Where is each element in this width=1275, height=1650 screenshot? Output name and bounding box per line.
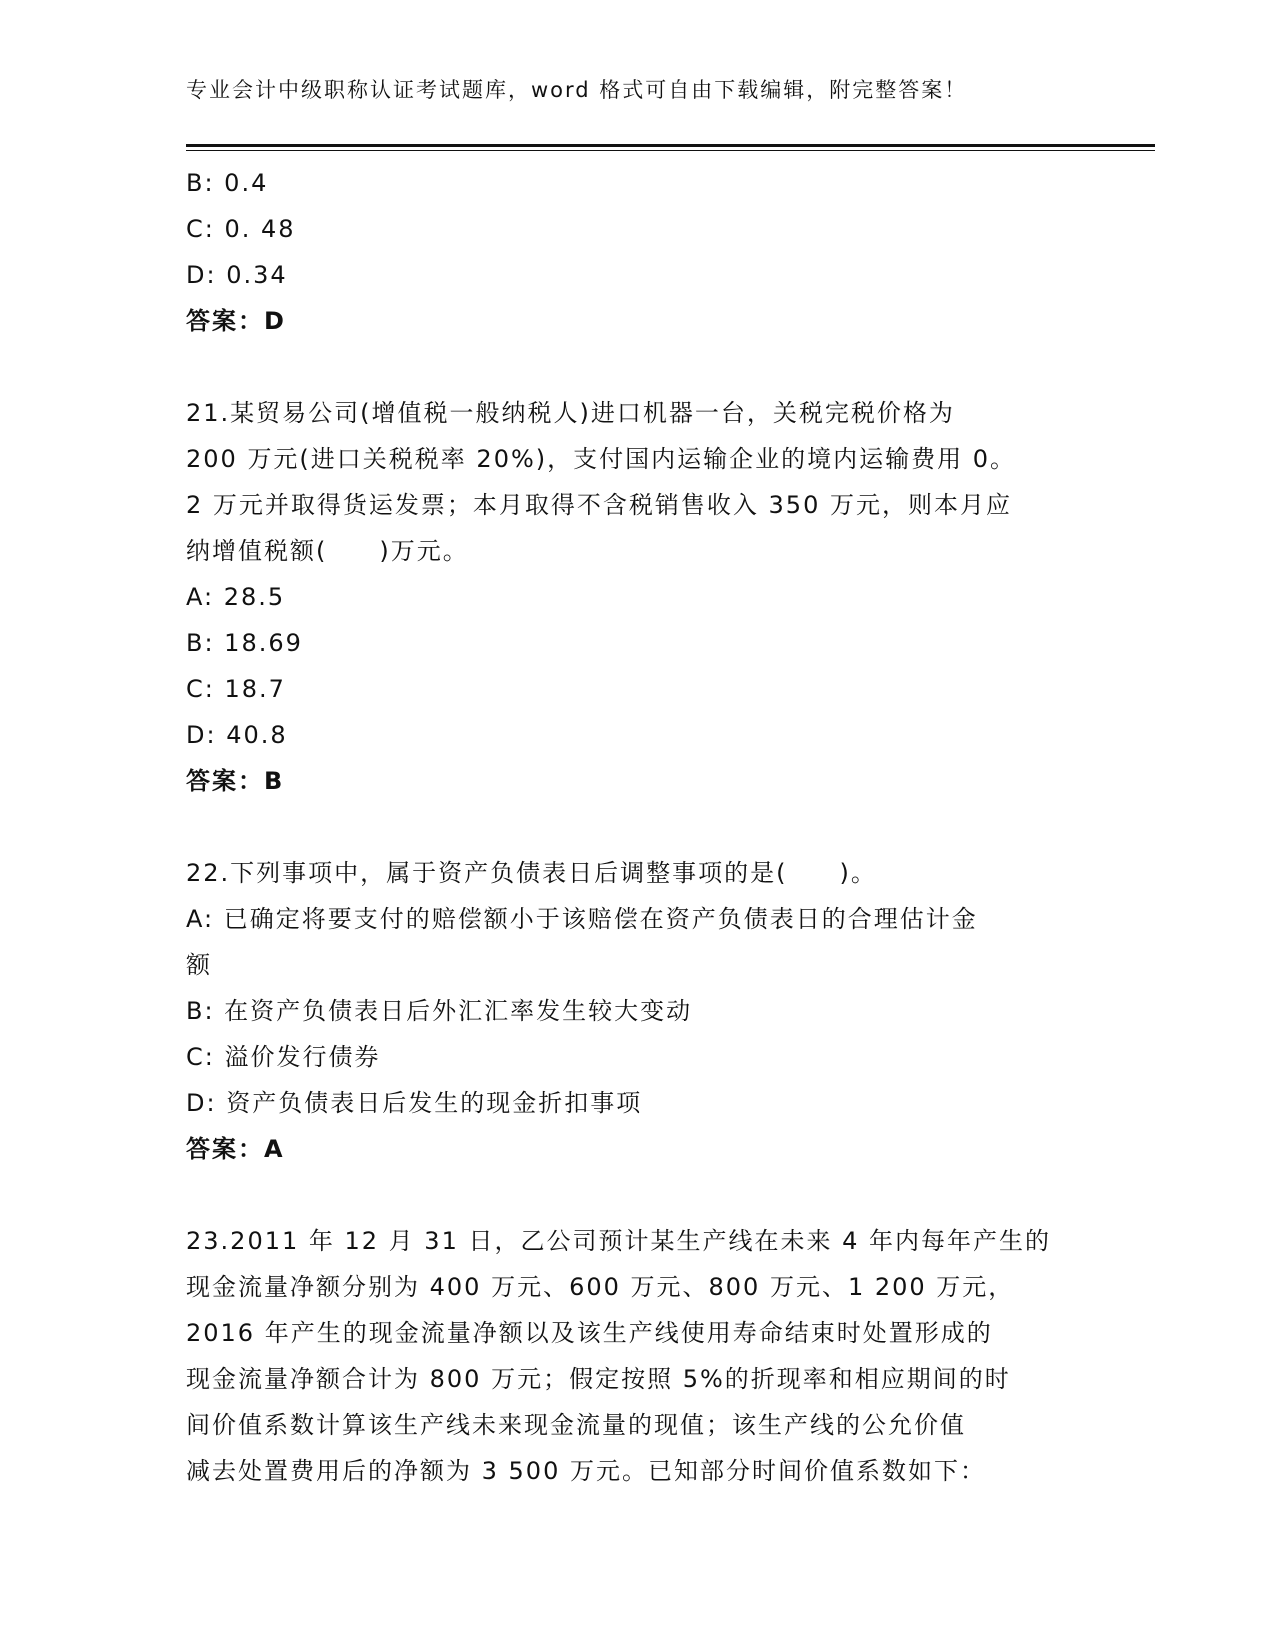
answer: 答案：B	[186, 767, 285, 795]
spacer	[186, 804, 1086, 850]
option-a: A: 28.5	[186, 583, 286, 611]
answer: 答案：D	[186, 307, 286, 335]
header-rule-thick	[186, 144, 1155, 147]
question-text-line: 21.某贸易公司(增值税一般纳税人)进口机器一台，关税完税价格为	[186, 399, 955, 427]
question-text-line: 200 万元(进口关税税率 20%)，支付国内运输企业的境内运输费用 0。	[186, 445, 1017, 473]
question-text-line: 减去处置费用后的净额为 3 500 万元。已知部分时间价值系数如下：	[186, 1457, 986, 1485]
prev-question	[186, 160, 1086, 344]
question-text-line: 纳增值税额( )万元。	[186, 537, 469, 565]
option-d: D: 资产负债表日后发生的现金折扣事项	[186, 1089, 643, 1117]
option-b: B: 18.69	[186, 629, 303, 657]
option-a-continued: 额	[186, 951, 212, 979]
option-b: B: 0.4	[186, 169, 269, 197]
question-22	[186, 850, 1086, 1172]
answer: 答案：A	[186, 1135, 285, 1163]
question-23	[186, 1218, 1086, 1494]
option-c: C: 溢价发行债券	[186, 1043, 381, 1071]
question-text-line: 现金流量净额分别为 400 万元、600 万元、800 万元、1 200 万元，	[186, 1273, 1015, 1301]
option-b: B: 在资产负债表日后外汇汇率发生较大变动	[186, 997, 693, 1025]
question-text-line: 2016 年产生的现金流量净额以及该生产线使用寿命结束时处置形成的	[186, 1319, 993, 1347]
page-header: 专业会计中级职称认证考试题库，word 格式可自由下载编辑，附完整答案！	[186, 78, 968, 102]
spacer	[186, 344, 1086, 390]
header-rule-thin	[186, 150, 1155, 151]
spacer	[186, 1172, 1086, 1218]
question-text-line: 22.下列事项中，属于资产负债表日后调整事项的是( )。	[186, 859, 877, 887]
option-a: A: 已确定将要支付的赔偿额小于该赔偿在资产负债表日的合理估计金	[186, 905, 978, 933]
question-21	[186, 390, 1086, 804]
option-d: D: 0.34	[186, 261, 288, 289]
question-text-line: 2 万元并取得货运发票；本月取得不含税销售收入 350 万元，则本月应	[186, 491, 1012, 519]
option-c: C: 18.7	[186, 675, 286, 703]
question-text-line: 现金流量净额合计为 800 万元；假定按照 5%的折现率和相应期间的时	[186, 1365, 1011, 1393]
document-body	[186, 160, 1086, 1494]
option-c: C: 0. 48	[186, 215, 296, 243]
option-d: D: 40.8	[186, 721, 288, 749]
question-text-line: 23.2011 年 12 月 31 日，乙公司预计某生产线在未来 4 年内每年产生的	[186, 1227, 1051, 1255]
question-text-line: 间价值系数计算该生产线未来现金流量的现值；该生产线的公允价值	[186, 1411, 966, 1439]
